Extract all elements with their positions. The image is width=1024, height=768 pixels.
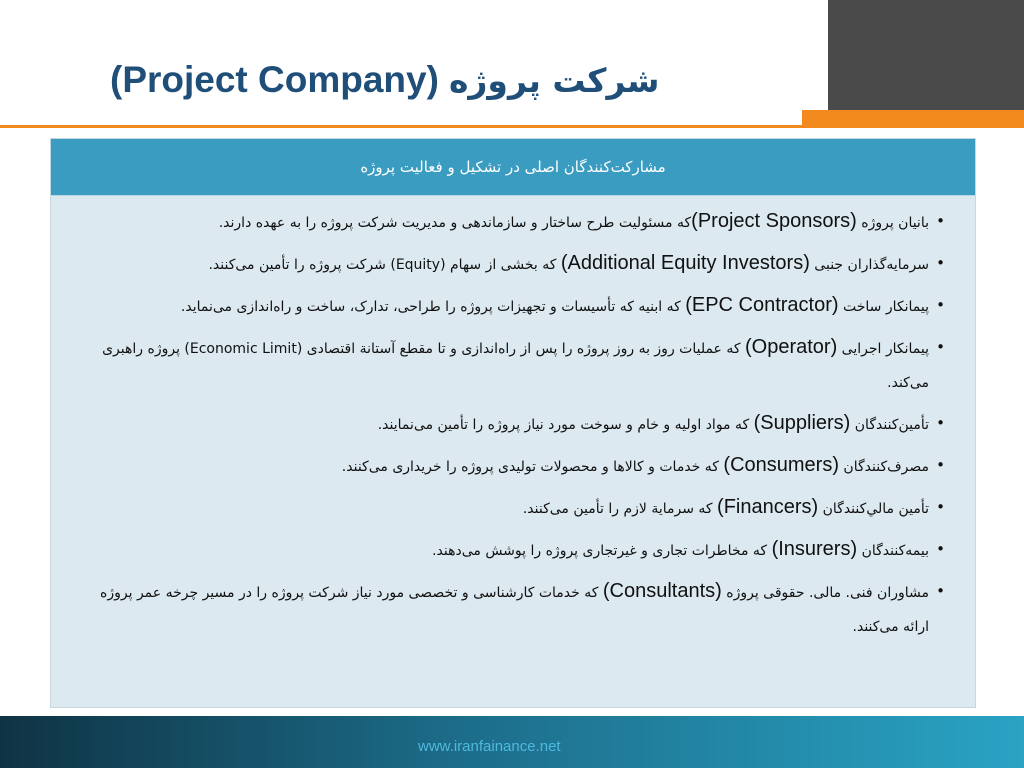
item-english-term: (Consultants)	[602, 580, 722, 602]
list-item	[79, 448, 945, 484]
item-text: تأمین مالي‌کنندگان	[818, 501, 929, 517]
item-text: بانیان پروژه	[856, 215, 929, 231]
footer-website-link[interactable]: www.iranfainance.net	[418, 738, 561, 755]
item-text: که خدمات و کالاها و محصولات تولیدی پروژه را خریداری می‌کنند.	[341, 459, 724, 475]
item-text: که خدمات کارشناسی و تخصصی مورد نیاز شرکت پروژه را در مسیر چرخه عمر پروژه ارائه می‌کنند.	[100, 585, 929, 635]
item-text: که سرماية لازم را تأمین می‌کنند.	[522, 501, 718, 517]
corner-dark-block	[828, 0, 1024, 110]
item-text: تأمین‌کنندگان	[850, 417, 929, 433]
item-english-term: (EPC Contractor)	[685, 294, 839, 316]
participants-list	[51, 196, 975, 644]
item-text: که مسئولیت طرح ساختار و سازماندهی و مدیریت شرکت پروژه را به عهده دارند.	[218, 215, 692, 231]
list-item	[79, 288, 945, 324]
slide-title-fa: شرکت پروژه	[448, 61, 660, 100]
list-item	[79, 246, 945, 282]
content-panel	[50, 138, 976, 708]
list-item	[79, 330, 945, 400]
item-english-term: (Suppliers)	[753, 412, 851, 434]
item-english-term: (Project Sponsors)	[691, 210, 857, 232]
item-english-term: (Insurers)	[771, 538, 858, 560]
slide-title	[110, 52, 810, 108]
item-text: که ابنیه که تأسیسات و تجهیزات پروژه را طراحی، تدارک، ساخت و راه‌اندازی می‌نماید.	[180, 299, 686, 315]
item-text: پیمانکار اجرایی	[837, 341, 929, 357]
item-text: که عملیات روز به روز پروژه را پس از راه‌اندازی و تا مقطع آستانة اقتصادی (Economic Limit) پروژه راهبری می‌کند.	[102, 341, 929, 391]
list-item	[79, 204, 945, 240]
slide-title-en: (Project Company)	[110, 59, 439, 100]
item-text: سرمایه‌گذاران جنبی	[809, 257, 929, 273]
list-item	[79, 406, 945, 442]
item-text: بیمه‌کنندگان	[857, 543, 929, 559]
item-text: که بخشی از سهام (Equity) شرکت پروژه را تأمین می‌کنند.	[208, 257, 561, 273]
item-english-term: (Additional Equity Investors)	[560, 252, 810, 274]
list-item	[79, 532, 945, 568]
item-text: که مواد اولیه و خام و سوخت مورد نیاز پروژه را تأمین می‌نمایند.	[377, 417, 754, 433]
panel-header: مشارکت‌کنندگان اصلی در تشکیل و فعالیت پروژه	[51, 139, 975, 196]
list-item	[79, 490, 945, 526]
item-english-term: (Financers)	[717, 496, 819, 518]
item-text: مشاوران فنی. مالی. حقوقی پروژه	[721, 585, 929, 601]
item-text: مصرف‌کنندگان	[838, 459, 929, 475]
item-english-term: (Operator)	[744, 336, 838, 358]
title-divider	[0, 125, 1024, 128]
item-text: که مخاطرات تجاری و غیرتجاری پروژه را پوشش می‌دهند.	[432, 543, 772, 559]
item-english-term: (Consumers)	[723, 454, 839, 476]
list-item	[79, 574, 945, 644]
item-text: پیمانکار ساخت	[838, 299, 929, 315]
